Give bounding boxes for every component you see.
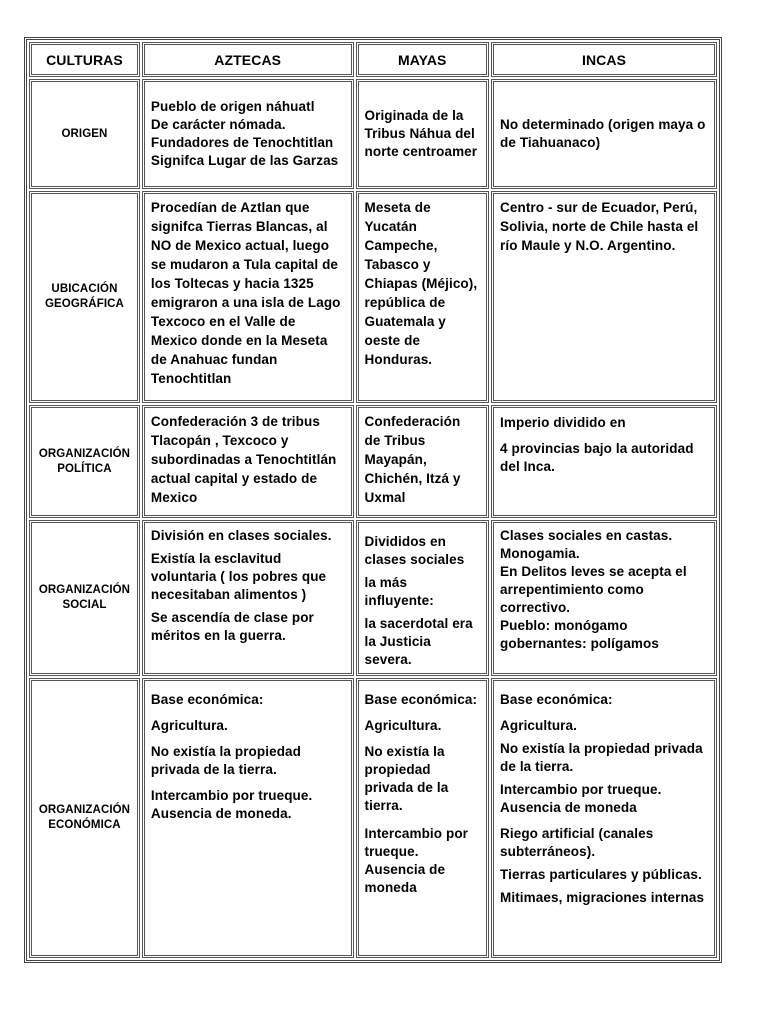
cell-aztecas-ubicacion: [142, 191, 354, 403]
table-row-politica: [29, 405, 717, 518]
cell-text: Ausencia de moneda: [500, 800, 637, 815]
cell-text: Agricultura.: [500, 718, 577, 733]
cell-text: Intercambio por trueque.: [150, 788, 313, 803]
header-culturas: CULTURAS: [29, 42, 140, 77]
header-row: [29, 42, 717, 77]
cell-text: Meseta de Yucatán Campeche, Tabasco y Chiapas (Méjico), república de Guatemala y oeste de Honduras.: [364, 200, 478, 367]
cell-mayas-ubicacion: [356, 191, 490, 403]
cell-text: Pueblo de origen náhuatl: [150, 99, 315, 114]
cell-text: Agricultura.: [364, 718, 442, 733]
row-label-ubicacion: [29, 191, 140, 403]
cell-aztecas-politica: [142, 405, 354, 518]
cell-text: Se ascendía de clase por méritos en la guerra.: [150, 610, 314, 643]
cell-text: Chichén, Itzá y Uxmal: [364, 471, 461, 505]
cell-mayas-politica: [356, 405, 490, 518]
row-label-line: ORGANIZACIÓN: [38, 447, 131, 460]
cell-mayas-economica: [356, 678, 490, 958]
header-incas: INCAS: [491, 42, 717, 77]
cell-text: la más influyente:: [364, 575, 434, 608]
cell-text: No existía la propiedad privada de la tierra.: [364, 744, 449, 813]
header-mayas: MAYAS: [356, 42, 490, 77]
cell-text: Ausencia de moneda.: [150, 806, 292, 821]
cell-text: Procedían de Aztlan que signifca Tierras Blancas, al NO de Mexico actual, luego se mudaron a Tula capital de los Toltecas y hacia 1325 emigraron a una isla de Lago Texcoco en el Valle de Mexico donde en la Meseta de Anahuac fundan Tenochtitlan: [150, 200, 341, 386]
row-label-line: SOCIAL: [62, 599, 107, 611]
cell-incas-economica: [491, 678, 717, 958]
cell-incas-politica: [491, 405, 717, 518]
row-label-line: ORGANIZACIÓN: [38, 584, 131, 596]
table-row-social: [29, 520, 717, 676]
cell-text: Monogamia.: [500, 546, 580, 561]
table-row-ubicacion: [29, 191, 717, 403]
cell-text: Centro - sur de Ecuador, Perú, Solivia, norte de Chile hasta el río Maule y N.O. Argentino.: [500, 200, 699, 253]
cell-text: Imperio dividido en: [500, 415, 626, 430]
header-aztecas: AZTECAS: [142, 42, 354, 77]
cell-text: No determinado (origen maya o de Tiahuanaco): [500, 117, 706, 150]
cell-text: Mitimaes, migraciones internas: [500, 890, 705, 905]
cell-text: No existía la propiedad privada de la tierra.: [500, 741, 703, 774]
cell-aztecas-social: [142, 520, 354, 676]
cultures-comparison-table: [24, 37, 722, 963]
cell-text: Signifca Lugar de las Garzas: [150, 153, 339, 168]
cell-text: Confederación de Tribus: [364, 414, 461, 448]
document-page: [24, 37, 722, 963]
cell-incas-origen: [491, 79, 717, 189]
cell-text: Mayapán,: [364, 452, 427, 467]
row-label-line: ORGANIZACIÓN: [38, 804, 131, 816]
row-label-politica: [29, 405, 140, 518]
cell-text: En Delitos leves se acepta el arrepentimiento como correctivo.: [500, 564, 687, 615]
cell-text: Clases sociales en castas.: [500, 528, 673, 543]
cell-incas-ubicacion: [491, 191, 717, 403]
cell-text: Intercambio por trueque.: [500, 782, 662, 797]
cell-aztecas-economica: [142, 678, 354, 958]
cell-text: Fundadores de Tenochtitlan: [150, 135, 334, 150]
row-label-line: GEOGRÁFICA: [44, 298, 124, 310]
cell-aztecas-origen: [142, 79, 354, 189]
table-row-origen: [29, 79, 717, 189]
cell-mayas-origen: [356, 79, 490, 189]
table-row-economica: [29, 678, 717, 958]
cell-text: Pueblo: monógamo gobernantes: polígamos: [500, 618, 659, 651]
cell-text: Agricultura.: [150, 718, 228, 733]
cell-text: Originada de la Tribus Náhua del norte centroamer: [364, 108, 478, 159]
row-label-line: POLÍTICA: [57, 462, 112, 475]
cell-mayas-social: [356, 520, 490, 676]
cell-text: Riego artificial (canales subterráneos).: [500, 826, 654, 859]
cell-text: División en clases sociales.: [150, 528, 332, 543]
cell-text: Intercambio por trueque. Ausencia de moneda: [364, 826, 469, 895]
row-label-economica: [29, 678, 140, 958]
cell-text: Base económica:: [364, 692, 478, 707]
row-label-line: ORIGEN: [61, 127, 108, 140]
cell-text: Base económica:: [500, 692, 613, 707]
cell-text: No existía la propiedad privada de la tierra.: [150, 744, 302, 777]
cell-text: la sacerdotal era la Justicia severa.: [364, 616, 473, 667]
row-label-social: [29, 520, 140, 676]
cell-text: Divididos en clases sociales: [364, 534, 465, 567]
cell-text: Existía la esclavitud voluntaria ( los pobres que necesitaban alimentos ): [150, 551, 327, 602]
cell-text: Confederación 3 de tribus Tlacopán , Texcoco y subordinadas a Tenochtitlán actual capital y estado de Mexico: [150, 414, 337, 505]
cell-text: Tierras particulares y públicas.: [500, 867, 702, 882]
cell-text: Base económica:: [150, 692, 264, 707]
row-label-line: ECONÓMICA: [48, 819, 121, 831]
row-label-origen: [29, 79, 140, 189]
cell-text: 4 provincias bajo la autoridad del Inca.: [500, 441, 694, 474]
cell-incas-social: [491, 520, 717, 676]
row-label-line: UBICACIÓN: [51, 283, 118, 295]
cell-text: De carácter nómada.: [150, 117, 286, 132]
